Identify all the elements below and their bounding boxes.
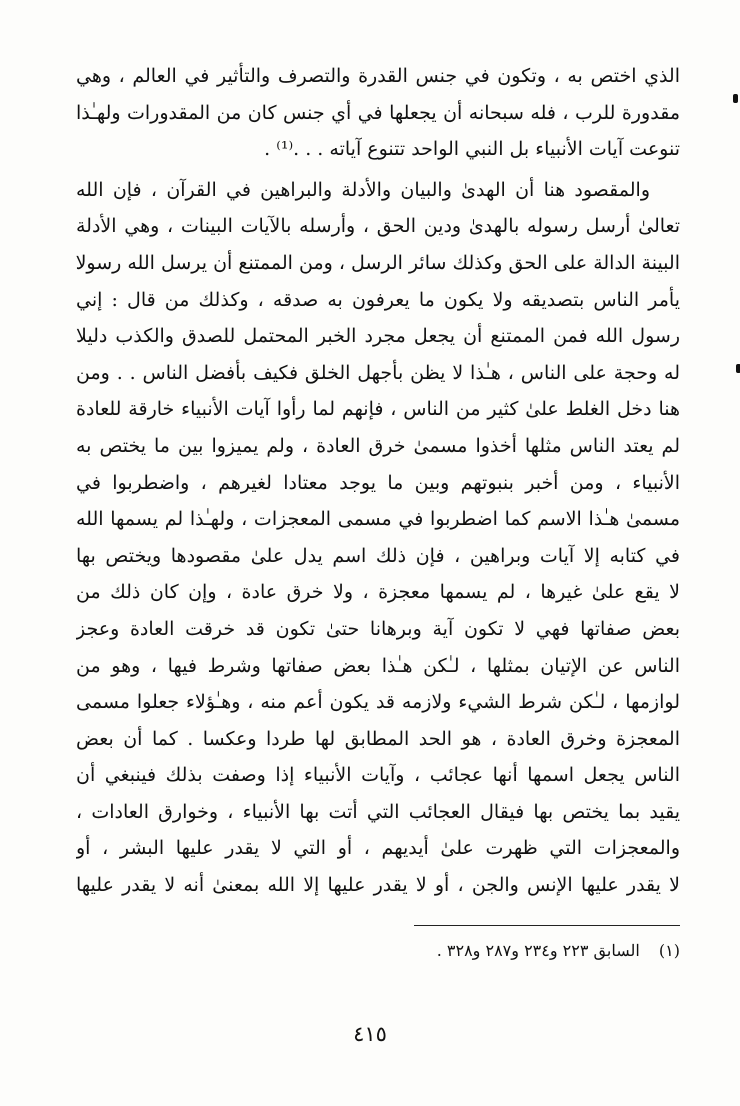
text-line: لم يعتد الناس مثلها أخذوا مسمىٰ خرق العادة ، ولم يميزوا بين ما يختص به bbox=[76, 434, 680, 457]
text-line: بعض صفاتها فهي لا تكون آية وبرهانا حتىٰ تكون قد خرقت العادة وعجز bbox=[76, 617, 680, 640]
paragraph-1 bbox=[76, 58, 680, 168]
footnote-text: السابق ٢٢٣ و٢٣٤ و٢٨٧ و٣٢٨ . bbox=[436, 941, 640, 960]
text-line: والمقصود هنا أن الهدىٰ والبيان والأدلة والبراهين في القرآن ، فإن الله bbox=[76, 178, 650, 201]
text-line: مقدورة للرب ، فله سبحانه أن يجعلها في أي جنس كان من المقدورات ولهـٰذا bbox=[76, 101, 680, 124]
text-line: الذي اختص به ، وتكون في جنس القدرة والتصرف والتأثير في العالم ، وهي bbox=[76, 65, 680, 87]
text-line: يقيد بما يختص بها فيقال العجائب التي أتت بها الأنبياء ، وخوارق العادات ، bbox=[76, 800, 680, 823]
margin-mark bbox=[736, 364, 740, 373]
text-line: البينة الدالة على الحق وكذلك سائر الرسل ، ومن الممتنع أن يرسل الله رسولا bbox=[76, 251, 680, 274]
text-line: لا يقدر عليها الإنس والجن ، أو لا يقدر عليها إلا الله بمعنىٰ أنه لا يقدر عليها bbox=[76, 874, 680, 897]
text-line: رسول الله فمن الممتنع أن يجعل مجرد الخبر المحتمل للصدق والكذب دليلا bbox=[76, 325, 680, 348]
footnote-separator bbox=[414, 925, 680, 926]
text-line: مسمىٰ هـٰذا الاسم كما اضطربوا في مسمى المعجزات ، ولهـٰذا لم يسمها الله bbox=[76, 508, 680, 531]
text-line: الناس عن الإتيان بمثلها ، لـٰكن هـٰذا بعض صفاتها وشرط فيها ، وهو من bbox=[76, 654, 680, 677]
text-line: يأمر الناس بتصديقه ولا يكون ما يعرفون به صدقه ، وكذلك من قال : إني bbox=[76, 288, 680, 311]
text-line: لوازمها ، لـٰكن شرط الشيء ولازمه قد يكون أعم منه ، وهـٰؤلاء جعلوا مسمى bbox=[76, 691, 680, 714]
footnote-number: (١) bbox=[658, 941, 680, 960]
text-line: والمعجزات التي ظهرت علىٰ أيديهم ، أو التي لا يقدر عليها البشر ، أو bbox=[76, 837, 680, 860]
text-line: المعجزة وخرق العادة ، هو الحد المطابق لها طردا وعكسا . كما أن بعض bbox=[76, 727, 680, 750]
margin-mark bbox=[733, 94, 738, 103]
text-line: في كتابه إلا آيات وبراهين ، فإن ذلك اسم يدل علىٰ مقصودها ويختص بها bbox=[76, 544, 680, 567]
text-line: تنوعت آيات الأنبياء بل النبي الواحد تتنوع آياته . . .⁽¹⁾ . bbox=[264, 138, 680, 161]
text-line: لا يقع علىٰ غيرها ، لم يسمها معجزة ، ولا خرق عادة ، وإن كان ذلك من bbox=[76, 581, 680, 604]
footnote bbox=[300, 938, 680, 964]
page-number: ٤١٥ bbox=[353, 1022, 387, 1046]
text-line: هنا دخل الغلط علىٰ كثير من الناس ، فإنهم لما رأوا آيات الأنبياء خارقة للعادة bbox=[76, 398, 680, 421]
text-line: الناس يجعل اسمها أنها عجائب ، وآيات الأنبياء إذا وصفت بذلك فينبغي أن bbox=[76, 764, 680, 787]
text-line: تعالىٰ أرسل رسوله بالهدىٰ ودين الحق ، وأرسله بالآيات البينات ، وهي الأدلة bbox=[76, 215, 680, 238]
text-line: الأنبياء ، ومن أخبر بنبوتهم وبين ما يوجد معتادا لغيرهم ، واضطربوا في bbox=[76, 471, 680, 494]
body-text bbox=[76, 58, 680, 904]
text-line: له وحجة على الناس ، هـٰذا لا يظن بأجهل الخلق فكيف بأفضل الناس . . ومن bbox=[76, 361, 680, 384]
paragraph-2 bbox=[76, 172, 680, 904]
